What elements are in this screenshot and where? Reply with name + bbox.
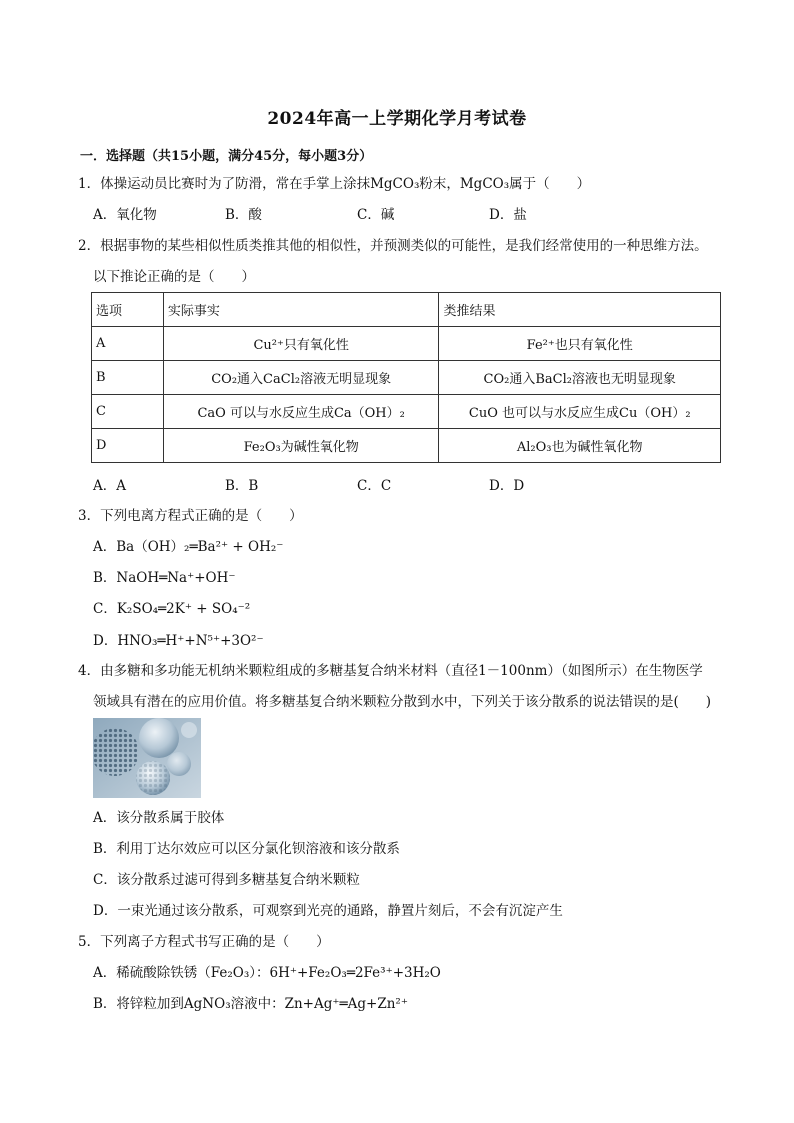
- table-cell: CO₂通入CaCl₂溶液无明显现象: [163, 361, 439, 395]
- table-cell: A: [92, 327, 164, 361]
- table-cell: CO₂通入BaCl₂溶液也无明显现象: [439, 361, 721, 395]
- question-1-stem: 1．体操运动员比赛时为了防滑，常在手掌上涂抹MgCO₃粉末，MgCO₃属于（ ）: [78, 176, 591, 192]
- q2-option-c[interactable]: C．C: [357, 478, 392, 494]
- q1-option-b[interactable]: B．酸: [225, 207, 262, 223]
- question-2-stem-line2: 以下推论正确的是（ ）: [93, 269, 255, 285]
- table-cell: Al₂O₃也为碱性氧化物: [439, 429, 721, 463]
- q4-option-b[interactable]: B．利用丁达尔效应可以区分氯化钡溶液和该分散系: [93, 841, 400, 857]
- q3-option-c[interactable]: C．K₂SO₄═2K⁺ + SO₄⁻²: [93, 601, 251, 617]
- table-cell: D: [92, 429, 164, 463]
- q3-option-a[interactable]: A．Ba（OH）₂═Ba²⁺ + OH₂⁻: [93, 539, 284, 555]
- question-4-stem-line1: 4．由多糖和多功能无机纳米颗粒组成的多糖基复合纳米材料（直径1－100nm）（如图所示）在生物医学: [78, 663, 703, 679]
- q5-option-b[interactable]: B．将锌粒加到AgNO₃溶液中：Zn+Ag⁺═Ag+Zn²⁺: [93, 996, 408, 1012]
- table-cell: CaO 可以与水反应生成Ca（OH）₂: [163, 395, 439, 429]
- question-4-stem-line2: 领域具有潜在的应用价值。将多糖基复合纳米颗粒分散到水中，下列关于该分散系的说法错误的是( ): [93, 694, 712, 710]
- question-2-options: [93, 477, 693, 495]
- table-row: [92, 361, 721, 395]
- q3-option-d[interactable]: D．HNO₃═H⁺+N⁵⁺+3O²⁻: [93, 633, 264, 649]
- exam-title: 2024年高一上学期化学月考试卷: [267, 109, 527, 129]
- table-row: [92, 395, 721, 429]
- question-1-options: [93, 206, 693, 224]
- table-header-row: [92, 293, 721, 327]
- q2-option-d[interactable]: D．D: [489, 478, 525, 494]
- q2-option-a[interactable]: A．A: [93, 478, 126, 494]
- q1-option-d[interactable]: D．盐: [489, 207, 527, 223]
- q4-option-c[interactable]: C．该分散系过滤可得到多糖基复合纳米颗粒: [93, 872, 360, 888]
- analogy-table: [91, 292, 721, 463]
- table-row: [92, 327, 721, 361]
- section-heading: 一．选择题（共15小题，满分45分，每小题3分）: [80, 149, 373, 164]
- q2-option-b[interactable]: B．B: [225, 478, 259, 494]
- nanoparticle-image: [93, 718, 201, 798]
- question-3-stem: 3．下列电离方程式正确的是（ ）: [78, 508, 303, 524]
- table-row: [92, 429, 721, 463]
- table-cell: Cu²⁺只有氧化性: [163, 327, 439, 361]
- table-cell: Fe₂O₃为碱性氧化物: [163, 429, 439, 463]
- table-cell: Fe²⁺也只有氧化性: [439, 327, 721, 361]
- question-2-stem-line1: 2．根据事物的某些相似性质类推其他的相似性，并预测类似的可能性，是我们经常使用的一种思维方法。: [78, 238, 708, 254]
- q4-option-a[interactable]: A．该分散系属于胶体: [93, 810, 225, 826]
- q5-option-a[interactable]: A．稀硫酸除铁锈（Fe₂O₃）：6H⁺+Fe₂O₃═2Fe³⁺+3H₂O: [93, 965, 441, 981]
- q1-option-a[interactable]: A．氧化物: [93, 207, 157, 223]
- table-cell: B: [92, 361, 164, 395]
- q1-option-c[interactable]: C．碱: [357, 207, 395, 223]
- question-5-stem: 5．下列离子方程式书写正确的是（ ）: [78, 934, 330, 950]
- table-header-cell: 选项: [92, 293, 164, 327]
- table-header-cell: 类推结果: [439, 293, 721, 327]
- table-cell: CuO 也可以与水反应生成Cu（OH）₂: [439, 395, 721, 429]
- q4-option-d[interactable]: D．一束光通过该分散系，可观察到光亮的通路，静置片刻后，不会有沉淀产生: [93, 903, 563, 919]
- table-header-cell: 实际事实: [163, 293, 439, 327]
- table-cell: C: [92, 395, 164, 429]
- q3-option-b[interactable]: B．NaOH═Na⁺+OH⁻: [93, 570, 236, 586]
